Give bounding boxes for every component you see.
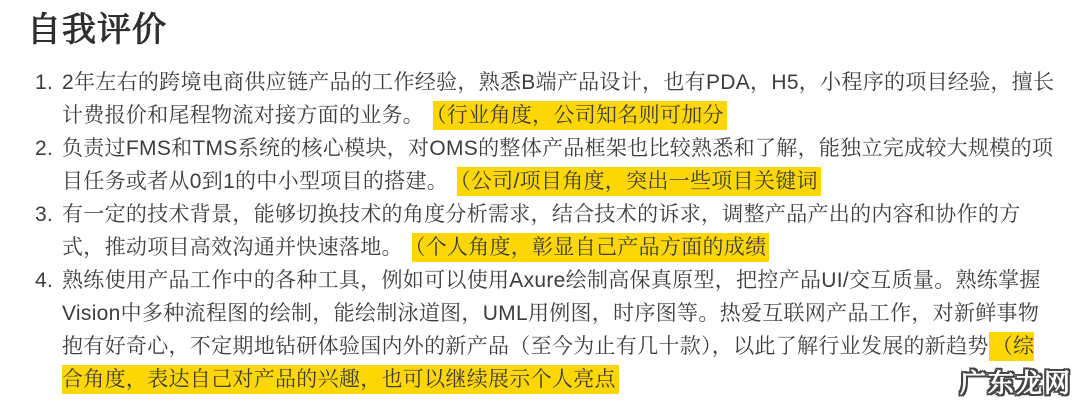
highlight-note: （综合角度，表达自己对产品的兴趣，也可以继续展示个人亮点 [62, 332, 1034, 394]
highlight-note: （个人角度，彰显自己产品方面的成绩 [412, 233, 770, 262]
item-number: 1. [35, 71, 54, 94]
evaluation-list [27, 66, 1055, 396]
list-item-4 [27, 264, 1055, 396]
watermark: 广东龙网 [959, 368, 1072, 398]
item-text: 2年左右的跨境电商供应链产品的工作经验，熟悉B端产品设计，也有PDA，H5，小程序的项目经验，擅长计费报价和尾程物流对接方面的业务。 [62, 71, 1055, 127]
item-text: 熟练使用产品工作中的各种工具，例如可以使用Axure绘制高保真原型，把控产品UI/交互质量。熟练掌握Vision中多种流程图的绘制，能绘制泳道图，UML用例图，时序图等。热爱互联网产品工作，对新鲜事物抱有好奇心，不定期地钻研体验国内外的新产品（至今为止有几十款），以此了解行业发展的新趋势 [62, 269, 1041, 358]
item-number: 2. [35, 137, 54, 160]
list-item-2 [27, 132, 1055, 198]
page-title: 自我评价 [27, 11, 167, 49]
highlight-note: （公司/项目角度，突出一些项目关键词 [457, 167, 821, 196]
highlight-note: （行业角度，公司知名则可加分 [433, 101, 727, 130]
item-text: 有一定的技术背景，能够切换技术的角度分析需求，结合技术的诉求，调整产品产出的内容和协作的方式，推动项目高效沟通并快速落地。 [62, 203, 1021, 259]
list-item-3 [27, 198, 1055, 264]
list-item-1 [27, 66, 1055, 132]
item-number: 3. [35, 203, 54, 226]
item-text: 负责过FMS和TMS系统的核心模块，对OMS的整体产品框架也比较熟悉和了解，能独立完成较大规模的项目任务或者从0到1的中小型项目的搭建。 [62, 137, 1054, 193]
item-number: 4. [35, 269, 54, 292]
